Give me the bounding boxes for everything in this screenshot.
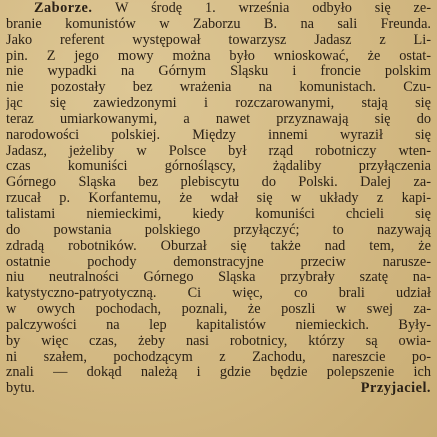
article-line-3: Jako referent występował towarzysz Jadasz z Li-: [6, 32, 431, 48]
article-line-21: palczywości na lep kapitalistów niemieckich. Były-: [6, 317, 431, 333]
article-line-16: zdradą robotników. Oburzał się także nad tem, że: [6, 238, 431, 254]
article-line-17: ostatnie pochody demonstracyjne przeciw narusze-: [6, 254, 431, 270]
article-line-8: teraz umiarkowanymi, a nawet przyznawają się do: [6, 111, 431, 127]
article-heading: Zaborze.: [34, 1, 93, 16]
article-line-14: talistami niemieckimi, kiedy komuniści chcieli się: [6, 206, 431, 222]
article-line-18: niu neutralności Górnego Śląska przybrały szatę na-: [6, 270, 431, 286]
article-line-6: nie pozostały bez wrażenia na komunistach. Czu-: [6, 80, 431, 96]
article-line-5: nie wypadki na Górnym Śląsku i froncie polskim: [6, 64, 431, 80]
article-line-22: by więc czas, żeby nasi robotnicy, którzy są owia-: [6, 333, 431, 349]
article-line-9: narodowości polskiej. Między innemi wyraził się: [6, 127, 431, 143]
article-line-23: ni szałem, pochodzącym z Zachodu, nareszcie po-: [6, 349, 431, 365]
article-line-1: Zaborze. W środę 1. września odbyło się ze-: [34, 1, 431, 16]
article-line-25: bytu. Przyjaciel.: [6, 381, 431, 397]
article-line-11: czas komuniści górnośląscy, żądaliby przyłączenia: [6, 159, 431, 175]
article-line-4: pin. Z jego mowy można było wnioskować, że ostat-: [6, 48, 431, 64]
article-line-24: znali — dokąd należą i gdzie będzie polepszenie ich: [6, 365, 431, 381]
article-line-12: Górnego Śląska bez plebiscytu do Polski. Dalej za-: [6, 175, 431, 191]
article-line-2: branie komunistów w Zaborzu B. na sali Freunda.: [6, 16, 431, 32]
article-line-15: do powstania polskiego przyłączyć; to nazywają: [6, 222, 431, 238]
article-line-13: rzucał p. Korfantemu, że wdał się w układy z kapi-: [6, 191, 431, 207]
article-line-20: w owych pochodach, poznali, że poszli w swej za-: [6, 302, 431, 318]
article-line-10: Jadasz, jeżeliby w Polsce był rząd robotniczy wten-: [6, 143, 431, 159]
article-signature: Przyjaciel.: [360, 381, 431, 397]
article-line-7: jąc się zawiedzonymi i rozczarowanymi, stają się: [6, 96, 431, 112]
article-line-19: katystyczno-patryotyczną. Ci więc, co brali udział: [6, 286, 431, 302]
